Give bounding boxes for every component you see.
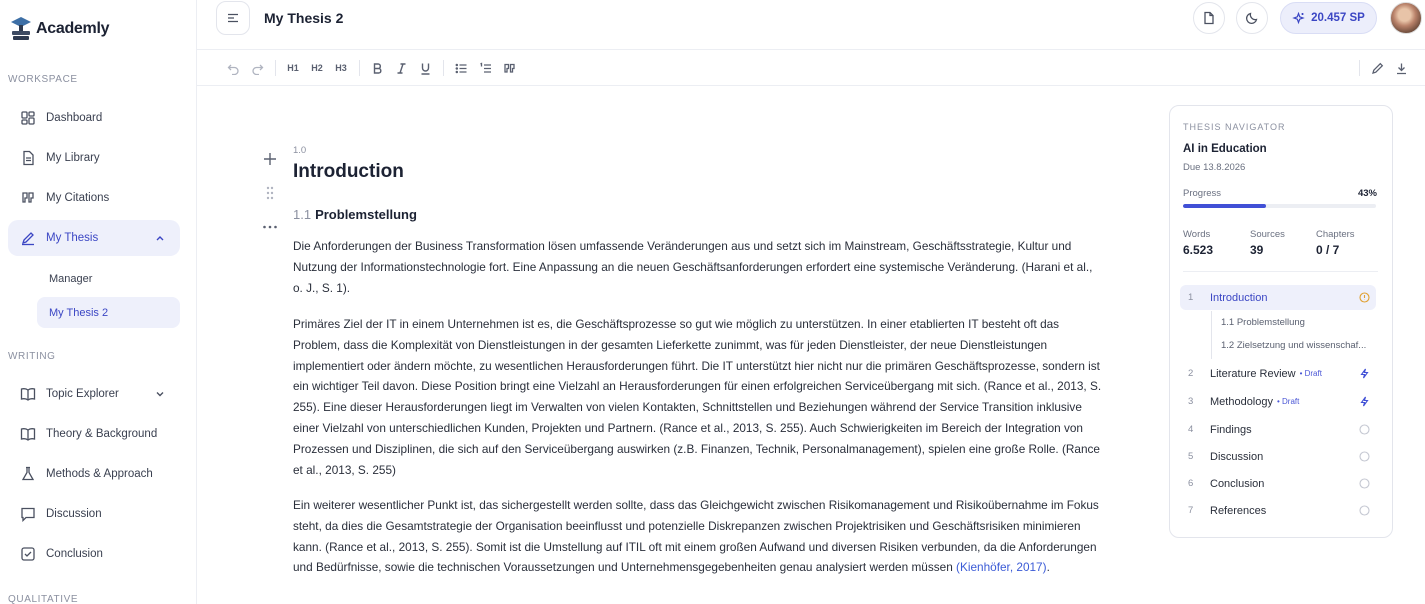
add-block-icon[interactable] [263, 152, 277, 166]
sidebar-item-label: My Library [46, 152, 100, 164]
chapter-number: 1.0 [293, 145, 307, 156]
citation-link[interactable]: (Kienhöfer, 2017) [956, 560, 1047, 575]
stat-key: Sources [1250, 229, 1285, 240]
heading-3-button[interactable] [333, 60, 349, 76]
paragraph[interactable]: Die Anforderungen der Business Transformation lösen umfassende Veränderungen aus und setzt sich im Mainstream, Geschäftsstrategie, Kultur und Nutzung der Informationstechnologie fort. Eine Anpassung an die neuen Geschäftsanforderungen erfordert eine systemische Veränderung. (Harani et al., o. J., S. 1). [293, 239, 1093, 295]
stat-key: Chapters [1316, 229, 1355, 240]
chat-icon [20, 506, 36, 522]
subsection-item[interactable]: 1.1 Problemstellung [1221, 317, 1305, 328]
heading-2-label: H2 [311, 63, 323, 73]
section-label-qualitative: QUALITATIVE [8, 594, 79, 604]
empty-status-icon [1359, 505, 1370, 516]
sidebar-item-conclusion[interactable] [8, 536, 180, 572]
moon-icon [1245, 11, 1259, 25]
chapter-label: References [1210, 504, 1267, 517]
section-label-writing: WRITING [8, 351, 56, 362]
app-logo[interactable] [10, 14, 109, 44]
download-button[interactable] [1393, 60, 1409, 76]
chapter-item-conclusion[interactable] [1180, 471, 1376, 496]
heading-2-button[interactable] [309, 60, 325, 76]
section-label-workspace: WORKSPACE [8, 74, 78, 85]
chapter-num: 5 [1188, 451, 1194, 462]
section-number: 1.1 [293, 207, 312, 222]
logo-icon [10, 14, 32, 44]
tree-line [1211, 311, 1212, 359]
flask-icon [20, 466, 36, 482]
sidebar-subitem-manager[interactable] [37, 263, 180, 294]
file-icon [1202, 11, 1216, 25]
sidebar-item-label: Conclusion [46, 548, 103, 560]
undo-button[interactable] [225, 60, 241, 76]
more-options-icon[interactable] [262, 224, 278, 230]
empty-status-icon [1359, 478, 1370, 489]
section-title: Problemstellung [315, 207, 417, 222]
sidebar-item-dashboard[interactable] [8, 100, 180, 136]
numbered-list-button[interactable] [477, 60, 493, 76]
warning-status-icon [1359, 292, 1370, 303]
app-name: Academly [36, 20, 110, 37]
top-bar [197, 0, 1425, 50]
progress-label: Progress [1183, 188, 1222, 199]
undo-icon [227, 62, 240, 75]
divider [1183, 271, 1378, 272]
toolbar-divider [1359, 60, 1360, 76]
underline-button[interactable] [417, 60, 433, 76]
draft-badge: • Draft [1299, 369, 1322, 378]
empty-status-icon [1359, 451, 1370, 462]
chapter-item-findings[interactable] [1180, 417, 1376, 442]
chapter-title[interactable]: Introduction [293, 161, 404, 182]
sidebar-item-my-thesis[interactable] [8, 220, 180, 256]
book-icon [20, 426, 36, 442]
progress-bar-fill [1183, 204, 1266, 208]
sidebar-item-topic-explorer[interactable] [8, 376, 180, 412]
toolbar-divider [275, 60, 276, 76]
redo-icon [251, 62, 264, 75]
paragraph-end: . [1046, 560, 1050, 575]
chapter-label: Findings [1210, 423, 1252, 436]
pen-icon [1371, 62, 1384, 75]
navigator-label: THESIS NAVIGATOR [1183, 122, 1286, 132]
sidebar-subitem-label: My Thesis 2 [49, 306, 109, 319]
sidebar-item-label: Discussion [46, 508, 102, 520]
sidebar-item-discussion[interactable] [8, 496, 180, 532]
toolbar-divider [359, 60, 360, 76]
chapter-num: 4 [1188, 424, 1194, 435]
download-icon [1395, 62, 1408, 75]
sidebar-item-label: My Thesis [46, 232, 99, 244]
drag-handle-icon[interactable] [265, 185, 275, 201]
chapter-num: 1 [1188, 292, 1194, 303]
sidebar-item-theory-background[interactable] [8, 416, 180, 452]
bullet-list-button[interactable] [453, 60, 469, 76]
heading-1-button[interactable] [285, 60, 301, 76]
numbered-list-icon [479, 62, 492, 75]
sidebar [0, 0, 197, 604]
chapter-item-methodology[interactable] [1180, 389, 1376, 414]
progress-value: 43% [1357, 188, 1377, 199]
document-icon [20, 150, 36, 166]
chapter-num: 7 [1188, 505, 1194, 516]
section-heading[interactable] [293, 207, 417, 222]
stat-value: 6.523 [1183, 243, 1214, 257]
underline-icon [419, 62, 432, 75]
redo-button[interactable] [249, 60, 265, 76]
toolbar-divider [443, 60, 444, 76]
italic-icon [395, 62, 408, 75]
chapter-num: 3 [1188, 396, 1194, 407]
paragraph-text: Ein weiterer wesentlicher Punkt ist, das sichergestellt werden sollte, dass das Gleichgewicht zwischen Risikomanagement und Risikoübernahme im Fokus steht, da dies die Gesamtstrategie der Organisation beeinflusst und potenzielle Diskrepanzen zwischen Projektrisiken und Geschäftsrisiken minimieren kann. (Rance et al., 2013, S. 255). Somit ist die Umstellung auf ITIL oft mit einem großen Aufwand und diversen Risiken verbunden, da die Anforderungen und Bedürfnisse, sowie die technischen Voraussetzungen und Unternehmensgegebenheiten genau analysiert werden müssen [293, 498, 1099, 575]
chapter-item-discussion[interactable] [1180, 444, 1376, 469]
chapter-label: Conclusion [1210, 477, 1265, 490]
thesis-title: AI in Education [1183, 143, 1267, 155]
sidebar-item-my-library[interactable] [8, 140, 180, 176]
stat-value: 0 / 7 [1316, 243, 1340, 257]
subsection-item[interactable]: 1.2 Zielsetzung und wissenschaf... [1221, 340, 1367, 351]
stat-chapters [1316, 229, 1355, 257]
avatar[interactable] [1390, 2, 1422, 34]
sidebar-subitem-my-thesis-2[interactable] [37, 297, 180, 328]
document-button[interactable] [1193, 2, 1225, 34]
study-points-button[interactable] [1280, 2, 1377, 34]
page-title: My Thesis 2 [264, 10, 344, 26]
sidebar-item-label: Methods & Approach [46, 468, 153, 480]
sidebar-item-label: My Citations [46, 192, 110, 204]
checkbox-icon [20, 546, 36, 562]
chapter-item-references[interactable] [1180, 498, 1376, 523]
sparkle-icon [1292, 12, 1305, 25]
heading-3-label: H3 [335, 63, 347, 73]
study-points-label: 20.457 SP [1311, 12, 1365, 24]
sidebar-item-label: Dashboard [46, 112, 103, 124]
due-date: Due 13.8.2026 [1183, 162, 1246, 173]
theme-toggle-button[interactable] [1236, 2, 1268, 34]
edit-button[interactable] [1369, 60, 1385, 76]
editor-toolbar [197, 50, 1425, 86]
chapter-num: 2 [1188, 368, 1194, 379]
italic-button[interactable] [393, 60, 409, 76]
progress-bar [1183, 204, 1376, 208]
chevron-up-icon[interactable] [154, 232, 166, 244]
sidebar-item-my-citations[interactable] [8, 180, 180, 216]
stat-sources [1250, 229, 1285, 257]
chapter-label: Literature Review [1210, 367, 1296, 380]
stat-key: Words [1183, 229, 1211, 240]
sidebar-toggle-button[interactable] [216, 1, 250, 35]
paragraph[interactable]: Primäres Ziel der IT in einem Unternehmen ist es, die Geschäftsprozesse so gut wie möglich zu unterstützen. In einer etablierten IT besteht oft das Problem, dass die Komplexität von Dienstleistungen in der gesamten Lieferkette zunimmt, was für jeden Dienstleister, der neue Dienstleistungen implementiert oder ändern möchte, zu wesentlichen Herausforderungen führt. Die IT unterstützt hier nicht nur die primären Geschäftsprozesse, sondern ist ein wichtiger Teil davon. Diese Position bringt eine Vielzahl an Herausforderungen für einen erfolgreichen Serviceübergang mit sich. (Rance et al., 2013, S. 255). Eine dieser Herausforderungen liegt im Verwalten von vielen Kontakten, Schnittstellen und Beziehungen während der Service Transition inklusive einer Vielzahl von unterschiedlichen Kunden, Projekten und Partnern. (Rance et al., 2013, S. 255). Auch Schwierigkeiten im Bereich der Integration von Prozessen und Disziplinen, die sich auf den Serviceübergang auswirken (z.B. Finanzen, Technik, Personalmanagement), spielen eine große Rolle. (Rance et al., 2013, S. 255) [293, 317, 1102, 477]
chapter-label: Methodology [1210, 395, 1273, 408]
chevron-down-icon[interactable] [154, 388, 166, 400]
sidebar-subitem-label: Manager [49, 272, 93, 285]
chapter-label: Discussion [1210, 450, 1264, 463]
thesis-navigator [1169, 105, 1393, 538]
empty-status-icon [1359, 424, 1370, 435]
stat-value: 39 [1250, 243, 1264, 257]
bolt-status-icon [1359, 368, 1370, 379]
blockquote-button[interactable] [501, 60, 517, 76]
bullet-list-icon [455, 62, 468, 75]
draft-badge: • Draft [1277, 397, 1300, 406]
bold-button[interactable] [369, 60, 385, 76]
menu-icon [226, 11, 240, 25]
heading-1-label: H1 [287, 63, 299, 73]
chapter-item-introduction[interactable] [1180, 285, 1376, 310]
paragraph[interactable] [293, 495, 1105, 578]
chapter-label: Introduction [1210, 291, 1268, 304]
book-icon [20, 386, 36, 402]
pen-icon [20, 230, 36, 246]
sidebar-item-label: Theory & Background [46, 428, 158, 440]
sidebar-item-methods-approach[interactable] [8, 456, 180, 492]
sidebar-item-label: Topic Explorer [46, 388, 119, 400]
dashboard-icon [20, 110, 36, 126]
bolt-status-icon [1359, 396, 1370, 407]
bold-icon [371, 62, 384, 75]
quote-icon [20, 190, 36, 206]
chapter-item-literature-review[interactable] [1180, 361, 1376, 386]
stat-words [1183, 229, 1213, 257]
quote-icon [503, 62, 516, 75]
chapter-num: 6 [1188, 478, 1194, 489]
